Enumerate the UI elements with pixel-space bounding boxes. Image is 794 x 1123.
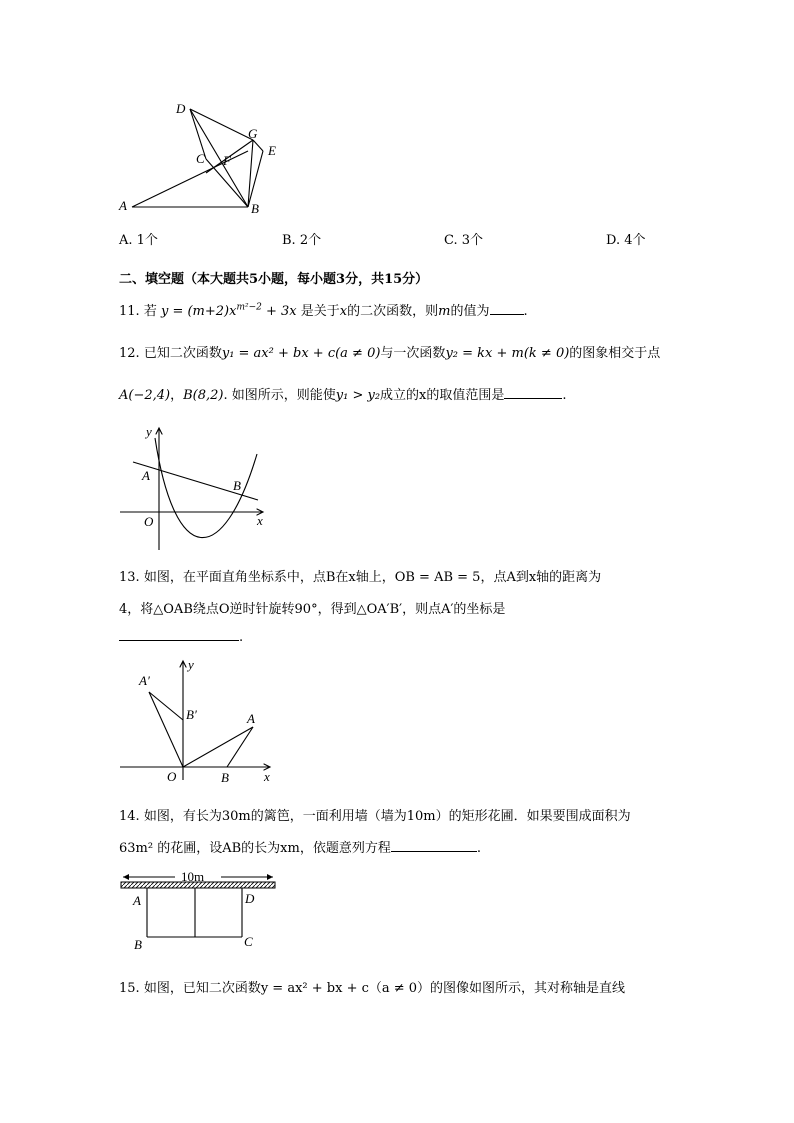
q12-comma: ， bbox=[170, 388, 184, 403]
q11-equation: y = (m+2)x bbox=[160, 304, 237, 319]
question-11 bbox=[119, 300, 528, 319]
q12-function-2: y₂ = kx + m(k ≠ 0) bbox=[445, 346, 570, 361]
label-f: F bbox=[223, 153, 231, 168]
q12-point-a: A(−2,4) bbox=[119, 388, 171, 403]
option-b[interactable]: B. 2个 bbox=[282, 233, 322, 248]
q12-line1-mid: 与一次函数 bbox=[380, 346, 446, 361]
question-14-line1 bbox=[119, 805, 631, 824]
question-15-line1 bbox=[119, 977, 625, 996]
option-a[interactable]: A. 1个 bbox=[119, 233, 158, 248]
q14-label-c: C bbox=[244, 934, 253, 949]
q14-label-a: A bbox=[133, 893, 141, 908]
question-12-line2 bbox=[119, 384, 567, 403]
q14-end: . bbox=[476, 841, 481, 856]
q14-answer-blank[interactable] bbox=[391, 839, 477, 852]
q13-label-x: x bbox=[264, 769, 270, 784]
question-13-line1 bbox=[119, 566, 601, 585]
q14-line2-post: ，依题意列方程 bbox=[299, 841, 391, 856]
question-13-line3 bbox=[119, 628, 243, 645]
question-12-line1 bbox=[119, 342, 660, 361]
q12-answer-blank[interactable] bbox=[504, 386, 562, 399]
label-g: G bbox=[248, 126, 258, 141]
q13-segment-oap bbox=[149, 692, 183, 767]
q14-line1: 如图，有长为30m的篱笆，一面利用墙（墙为10m）的矩形花圃．如果要围成面积为 bbox=[143, 809, 631, 824]
q11-exponent: m²−2 bbox=[236, 302, 262, 313]
q13-label-b: B bbox=[221, 770, 229, 785]
q11-number: 11. bbox=[119, 304, 140, 319]
figure-q12 bbox=[115, 420, 275, 555]
q12-number: 12. bbox=[119, 346, 140, 361]
q11-end: . bbox=[523, 304, 528, 319]
q13-label-ap: A′ bbox=[139, 673, 150, 688]
q11-equation-tail: + 3x bbox=[261, 304, 297, 319]
section-heading: 二、填空题（本大题共5小题，每小题3分，共15分） bbox=[119, 272, 429, 287]
label-c: C bbox=[196, 151, 205, 166]
segment-ge bbox=[253, 140, 263, 151]
q12-inequality: y₁ > y₂ bbox=[335, 388, 381, 403]
q13-label-o: O bbox=[167, 769, 177, 784]
q12-point-b: B(8,2) bbox=[183, 388, 224, 403]
q14-line2-pre: 63m² 的花圃，设AB的长为 bbox=[119, 841, 281, 856]
q12-label-y: y bbox=[146, 424, 152, 439]
q11-answer-blank[interactable] bbox=[490, 302, 524, 315]
option-c[interactable]: C. 3个 bbox=[444, 233, 484, 248]
question-13-line2 bbox=[119, 598, 505, 617]
q13-end: . bbox=[239, 630, 244, 645]
q13-line1: 如图，在平面直角坐标系中，点B在x轴上，OB = AB = 5，点A到x轴的距离为 bbox=[143, 570, 602, 585]
q13-label-y: y bbox=[188, 657, 194, 672]
option-d[interactable]: D. 4个 bbox=[606, 233, 646, 248]
q12-line1-post: 的图象相交于点 bbox=[569, 346, 661, 361]
q12-label-o: O bbox=[144, 514, 154, 529]
question-14-line2 bbox=[119, 837, 481, 856]
q13-number: 13. bbox=[119, 570, 140, 585]
q13-answer-blank[interactable] bbox=[119, 628, 239, 641]
q11-var-x: x bbox=[339, 304, 348, 319]
q12-label-a: A bbox=[142, 468, 150, 483]
q14-label-d: D bbox=[245, 891, 255, 906]
q13-segment-ab bbox=[227, 727, 253, 767]
figure-q13 bbox=[115, 655, 285, 790]
label-b: B bbox=[251, 201, 259, 216]
q12-label-b: B bbox=[233, 478, 241, 493]
q12-label-x: x bbox=[257, 513, 263, 528]
q13-line2: 4，将△OAB绕点O逆时针旋转90°，得到△OA′B′，则点A′的坐标是 bbox=[119, 602, 506, 617]
q14-number: 14. bbox=[119, 809, 140, 824]
label-e: E bbox=[268, 143, 276, 158]
q12-line2-mid: . 如图所示，则能使 bbox=[223, 388, 336, 403]
figure-q14 bbox=[115, 865, 285, 955]
figure-q10 bbox=[110, 95, 300, 220]
q11-mid: 是关于 bbox=[300, 304, 340, 319]
q14-xm: xm bbox=[280, 841, 300, 856]
q15-line1: 如图，已知二次函数y = ax² + bx + c（a ≠ 0）的图像如图所示，其对称轴是直线 bbox=[143, 981, 626, 996]
q12-line1-pre: 已知二次函数 bbox=[143, 346, 222, 361]
q11-post: 的值为 bbox=[450, 304, 490, 319]
q12-function-1: y₁ = ax² + bx + c(a ≠ 0) bbox=[221, 346, 381, 361]
q11-var-m: m bbox=[438, 304, 451, 319]
q13-label-a: A bbox=[247, 711, 255, 726]
label-d: D bbox=[176, 101, 186, 116]
label-a: A bbox=[119, 198, 127, 213]
q14-wall-label: 10m bbox=[181, 869, 205, 884]
q13-segment-apbp bbox=[149, 692, 183, 720]
q11-pre: 若 bbox=[143, 304, 157, 319]
q13-segment-oa bbox=[183, 727, 253, 767]
q11-mid2: 的二次函数，则 bbox=[347, 304, 439, 319]
q15-number: 15. bbox=[119, 981, 140, 996]
q12-parabola bbox=[155, 438, 257, 538]
q14-label-b: B bbox=[134, 937, 142, 952]
q12-end: . bbox=[562, 388, 567, 403]
q13-label-bp: B′ bbox=[186, 707, 197, 722]
q12-line2-post: 成立的x的取值范围是 bbox=[380, 388, 505, 403]
